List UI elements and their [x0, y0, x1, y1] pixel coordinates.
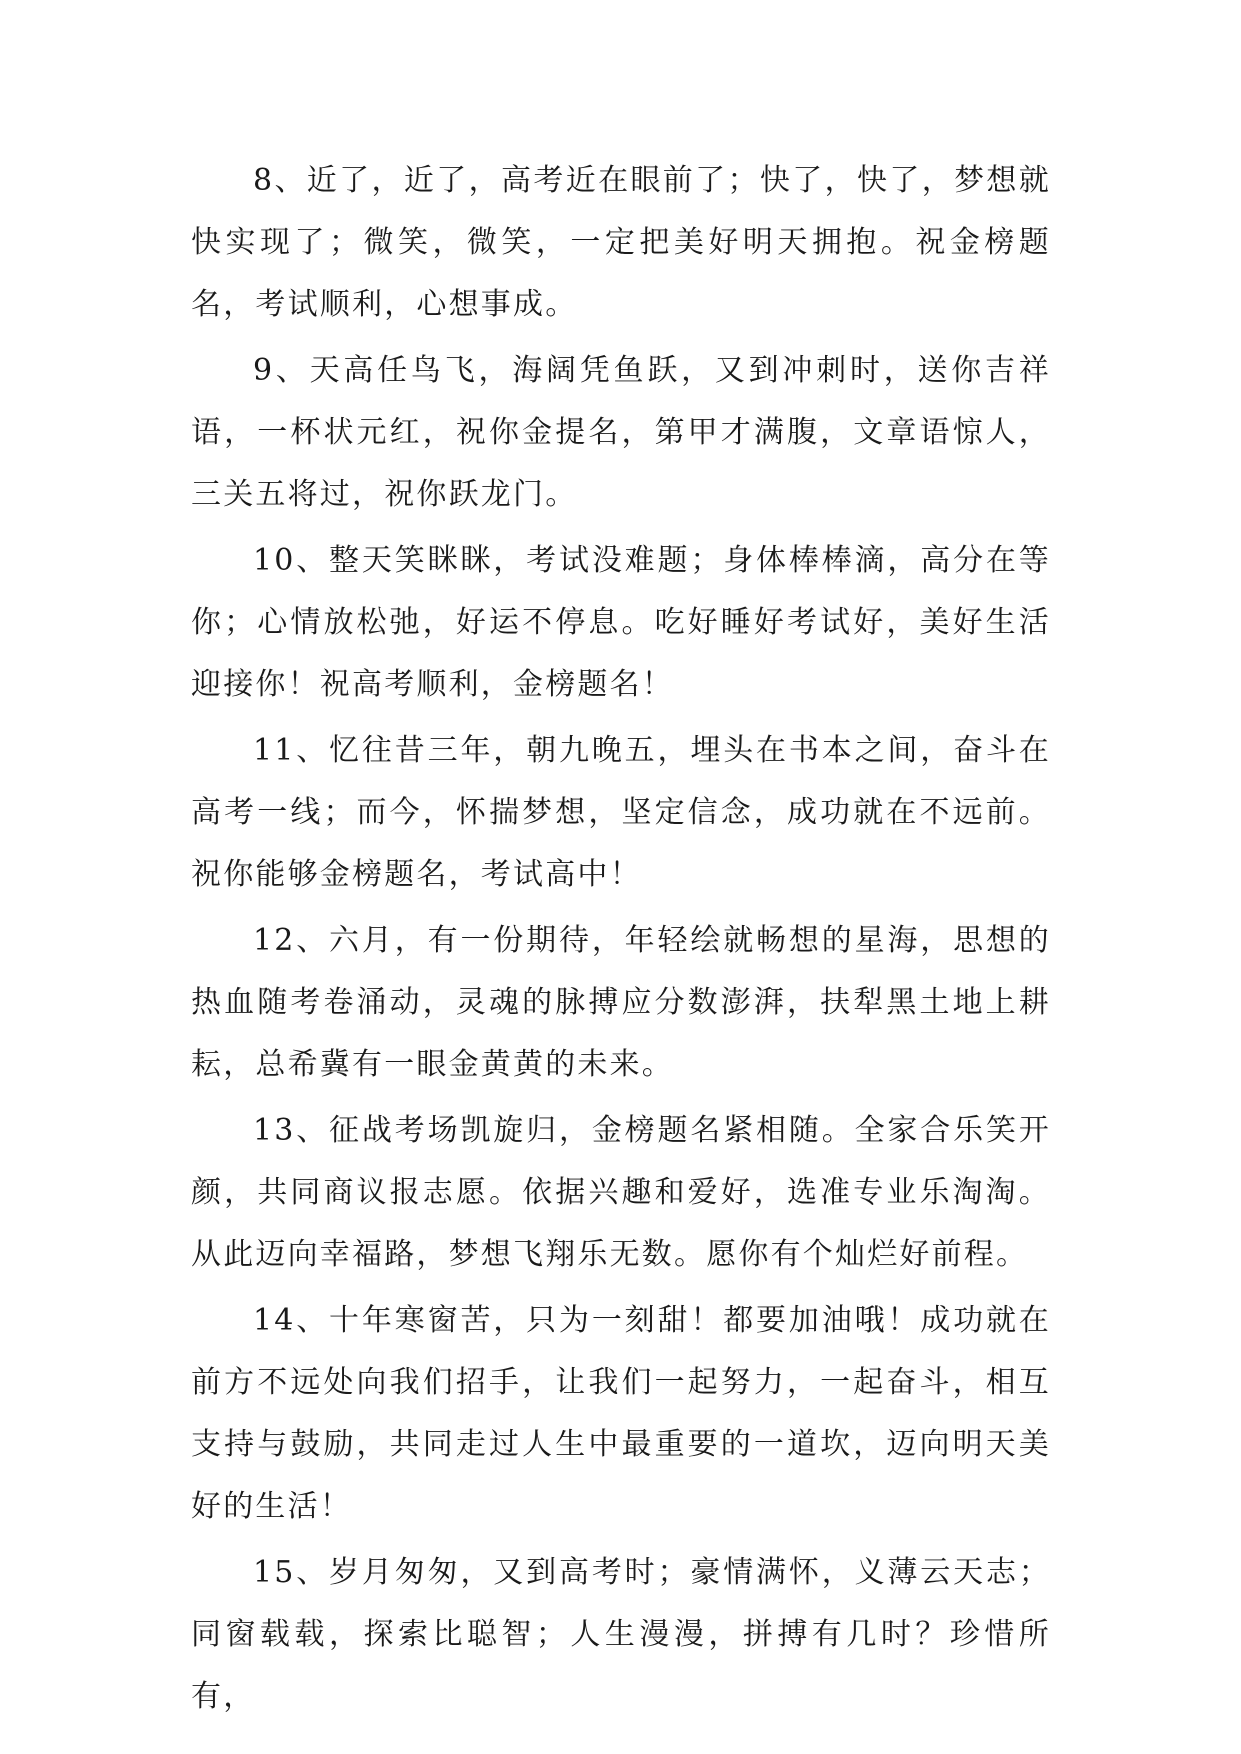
paragraph-8: 8、近了，近了，高考近在眼前了；快了，快了，梦想就快实现了；微笑，微笑，一定把美好明天拥抱。祝金榜题名，考试顺利，心想事成。 [191, 163, 1051, 322]
paragraph-14: 14、十年寒窗苦，只为一刻甜！都要加油哦！成功就在前方不远处向我们招手，让我们一起努力，一起奋斗，相互支持与鼓励，共同走过人生中最重要的一道坎，迈向明天美好的生活！ [191, 1303, 1051, 1524]
paragraph-15: 15、岁月匆匆，又到高考时；豪情满怀，义薄云天志；同窗载载，探索比聪智；人生漫漫，拼搏有几时？珍惜所有， [191, 1555, 1051, 1714]
paragraph-13: 13、征战考场凯旋归，金榜题名紧相随。全家合乐笑开颜，共同商议报志愿。依据兴趣和爱好，选准专业乐淘淘。从此迈向幸福路，梦想飞翔乐无数。愿你有个灿烂好前程。 [191, 1113, 1051, 1272]
paragraph-11: 11、忆往昔三年，朝九晚五，埋头在书本之间，奋斗在高考一线；而今，怀揣梦想，坚定信念，成功就在不远前。祝你能够金榜题名，考试高中！ [191, 733, 1051, 892]
paragraph-9: 9、天高任鸟飞，海阔凭鱼跃，又到冲刺时，送你吉祥语，一杯状元红，祝你金提名，第甲才满腹，文章语惊人，三关五将过，祝你跃龙门。 [191, 353, 1051, 512]
paragraph-10: 10、整天笑眯眯，考试没难题；身体棒棒滴，高分在等你；心情放松弛，好运不停息。吃好睡好考试好，美好生活迎接你！祝高考顺利，金榜题名！ [191, 543, 1051, 702]
document-body [191, 150, 1051, 1732]
paragraph-12: 12、六月，有一份期待，年轻绘就畅想的星海，思想的热血随考卷涌动，灵魂的脉搏应分数澎湃，扶犁黑土地上耕耘，总希冀有一眼金黄黄的未来。 [191, 923, 1051, 1082]
